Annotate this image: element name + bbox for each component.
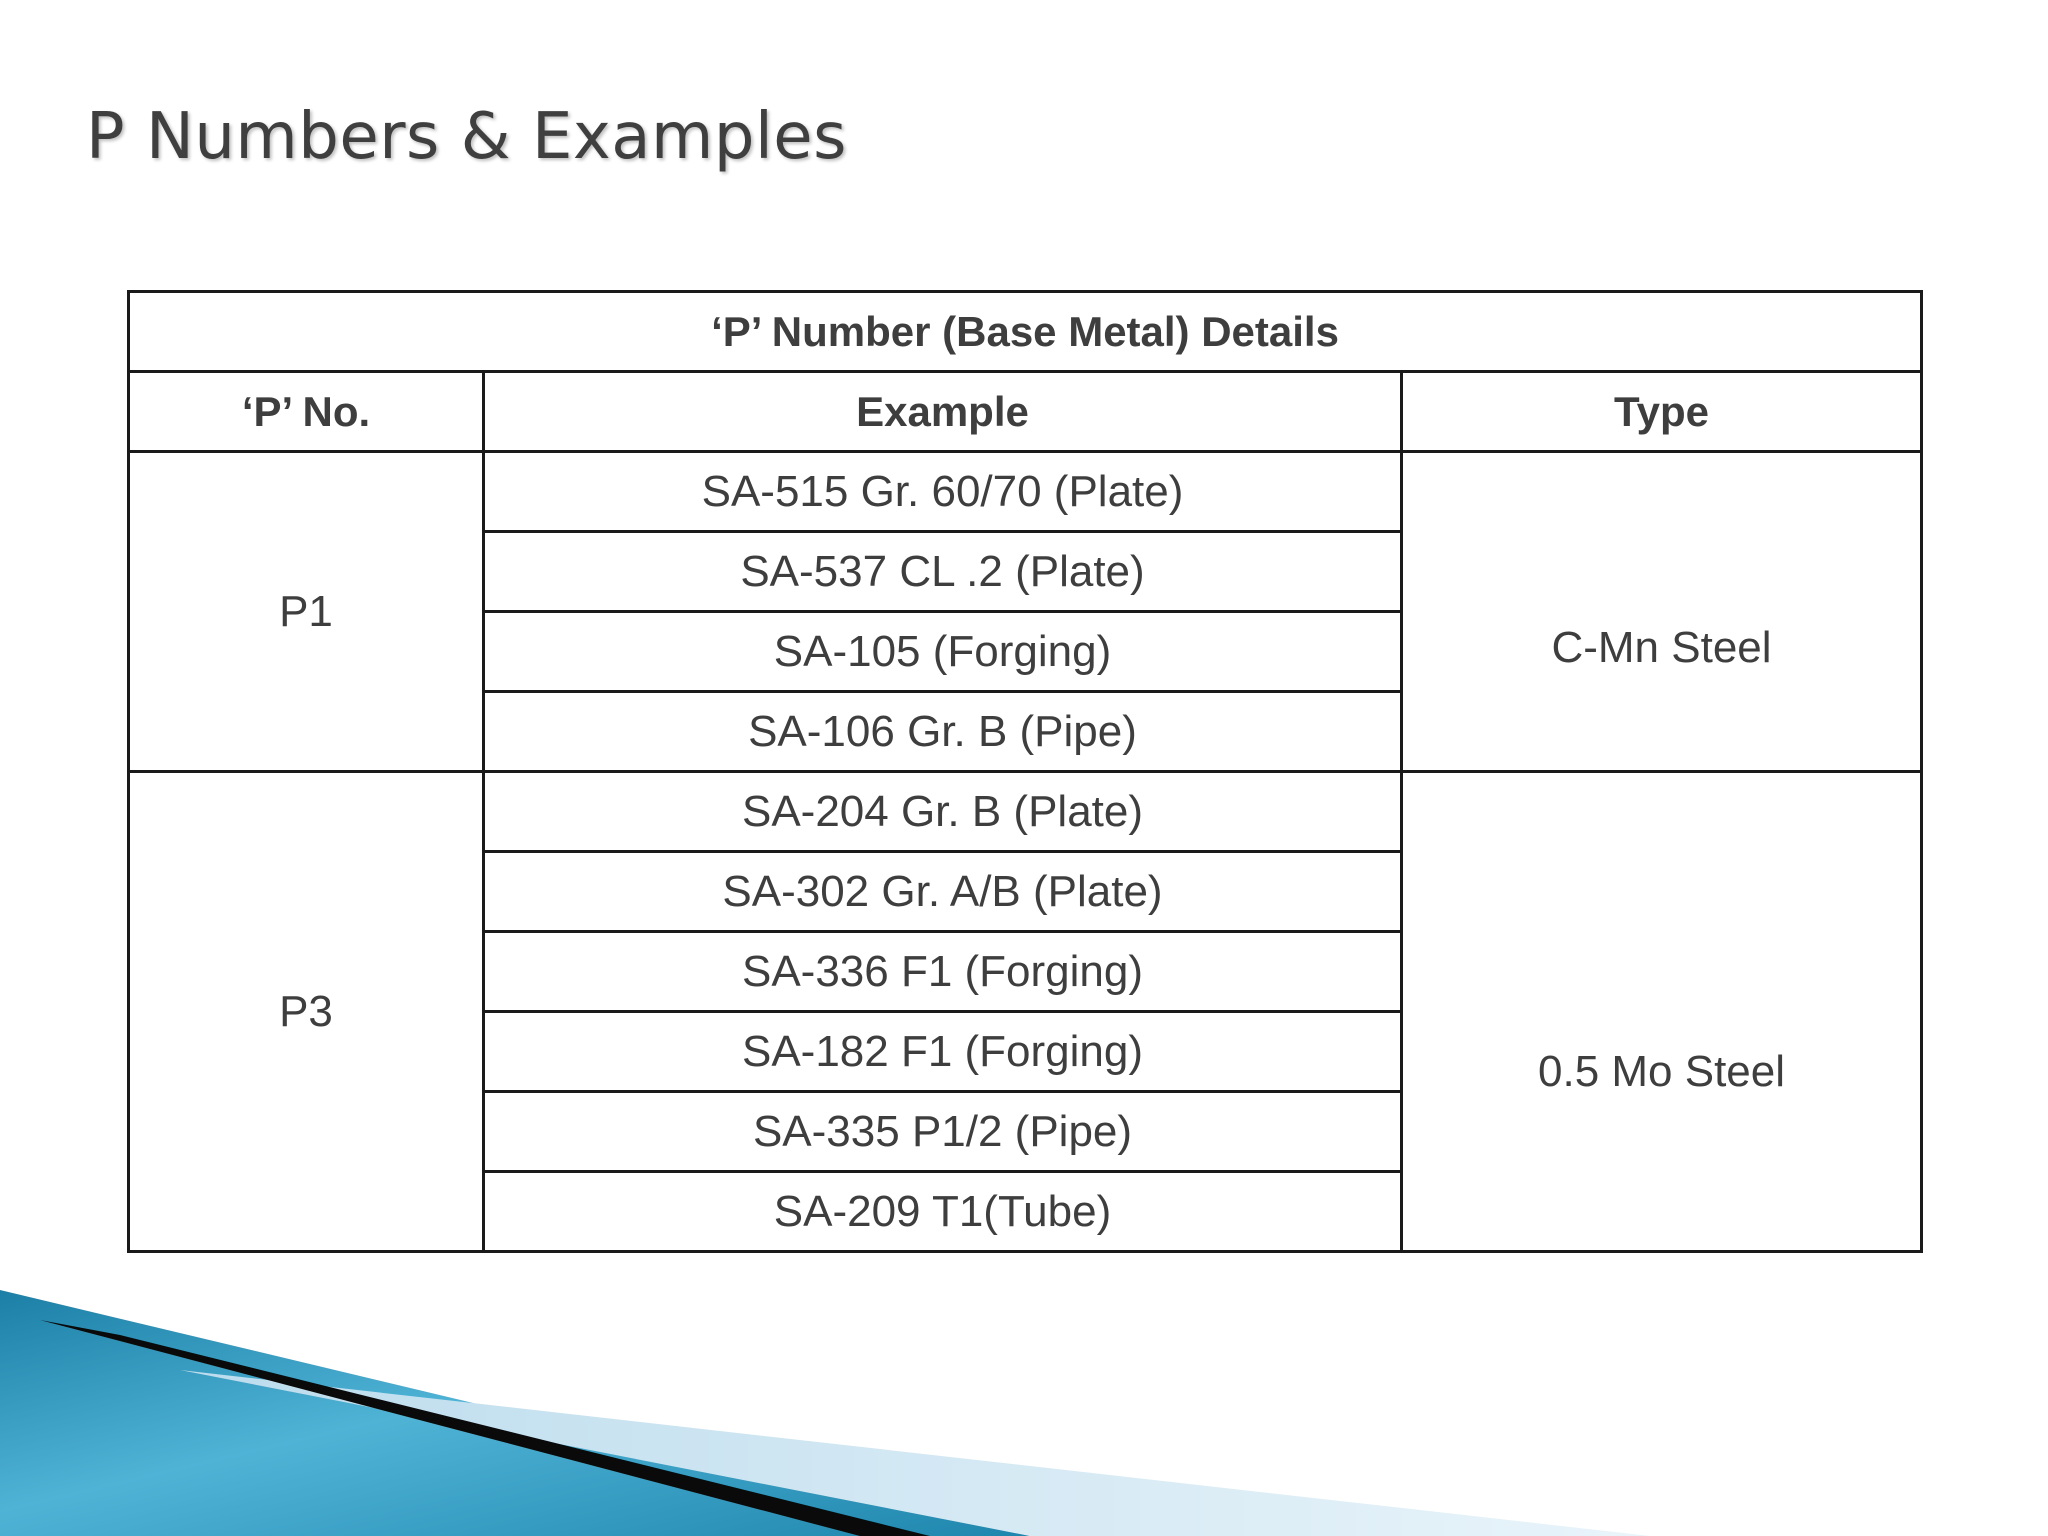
p-number-cell: P3 xyxy=(129,772,484,1252)
type-label: 0.5 Mo Steel xyxy=(1538,1046,1786,1096)
example-cell: SA-336 F1 (Forging) xyxy=(484,932,1402,1012)
type-label: C-Mn Steel xyxy=(1551,622,1772,672)
p-number-table-container xyxy=(127,290,1920,1253)
table-caption-row xyxy=(129,292,1922,372)
header-type: Type xyxy=(1402,372,1922,452)
example-cell: SA-106 Gr. B (Pipe) xyxy=(484,692,1402,772)
type-cell xyxy=(1402,772,1922,1252)
header-p-no: ‘P’ No. xyxy=(129,372,484,452)
example-cell: SA-204 Gr. B (Plate) xyxy=(484,772,1402,852)
slide-title: P Numbers & Examples xyxy=(86,100,847,174)
p-number-table xyxy=(127,290,1923,1253)
example-cell: SA-537 CL .2 (Plate) xyxy=(484,532,1402,612)
example-cell: SA-182 F1 (Forging) xyxy=(484,1012,1402,1092)
table-row xyxy=(129,452,1922,532)
swoosh-dark-stripe xyxy=(40,1320,930,1536)
example-cell: SA-335 P1/2 (Pipe) xyxy=(484,1092,1402,1172)
example-cell: SA-209 T1(Tube) xyxy=(484,1172,1402,1252)
table-header-row xyxy=(129,372,1922,452)
example-cell: SA-105 (Forging) xyxy=(484,612,1402,692)
swoosh-light-shape xyxy=(180,1370,1650,1536)
example-cell: SA-515 Gr. 60/70 (Plate) xyxy=(484,452,1402,532)
table-row xyxy=(129,772,1922,852)
example-cell: SA-302 Gr. A/B (Plate) xyxy=(484,852,1402,932)
p-number-cell: P1 xyxy=(129,452,484,772)
header-example: Example xyxy=(484,372,1402,452)
table-caption: ‘P’ Number (Base Metal) Details xyxy=(129,292,1922,372)
swoosh-blue-shape xyxy=(0,1290,1030,1536)
type-cell xyxy=(1402,452,1922,772)
